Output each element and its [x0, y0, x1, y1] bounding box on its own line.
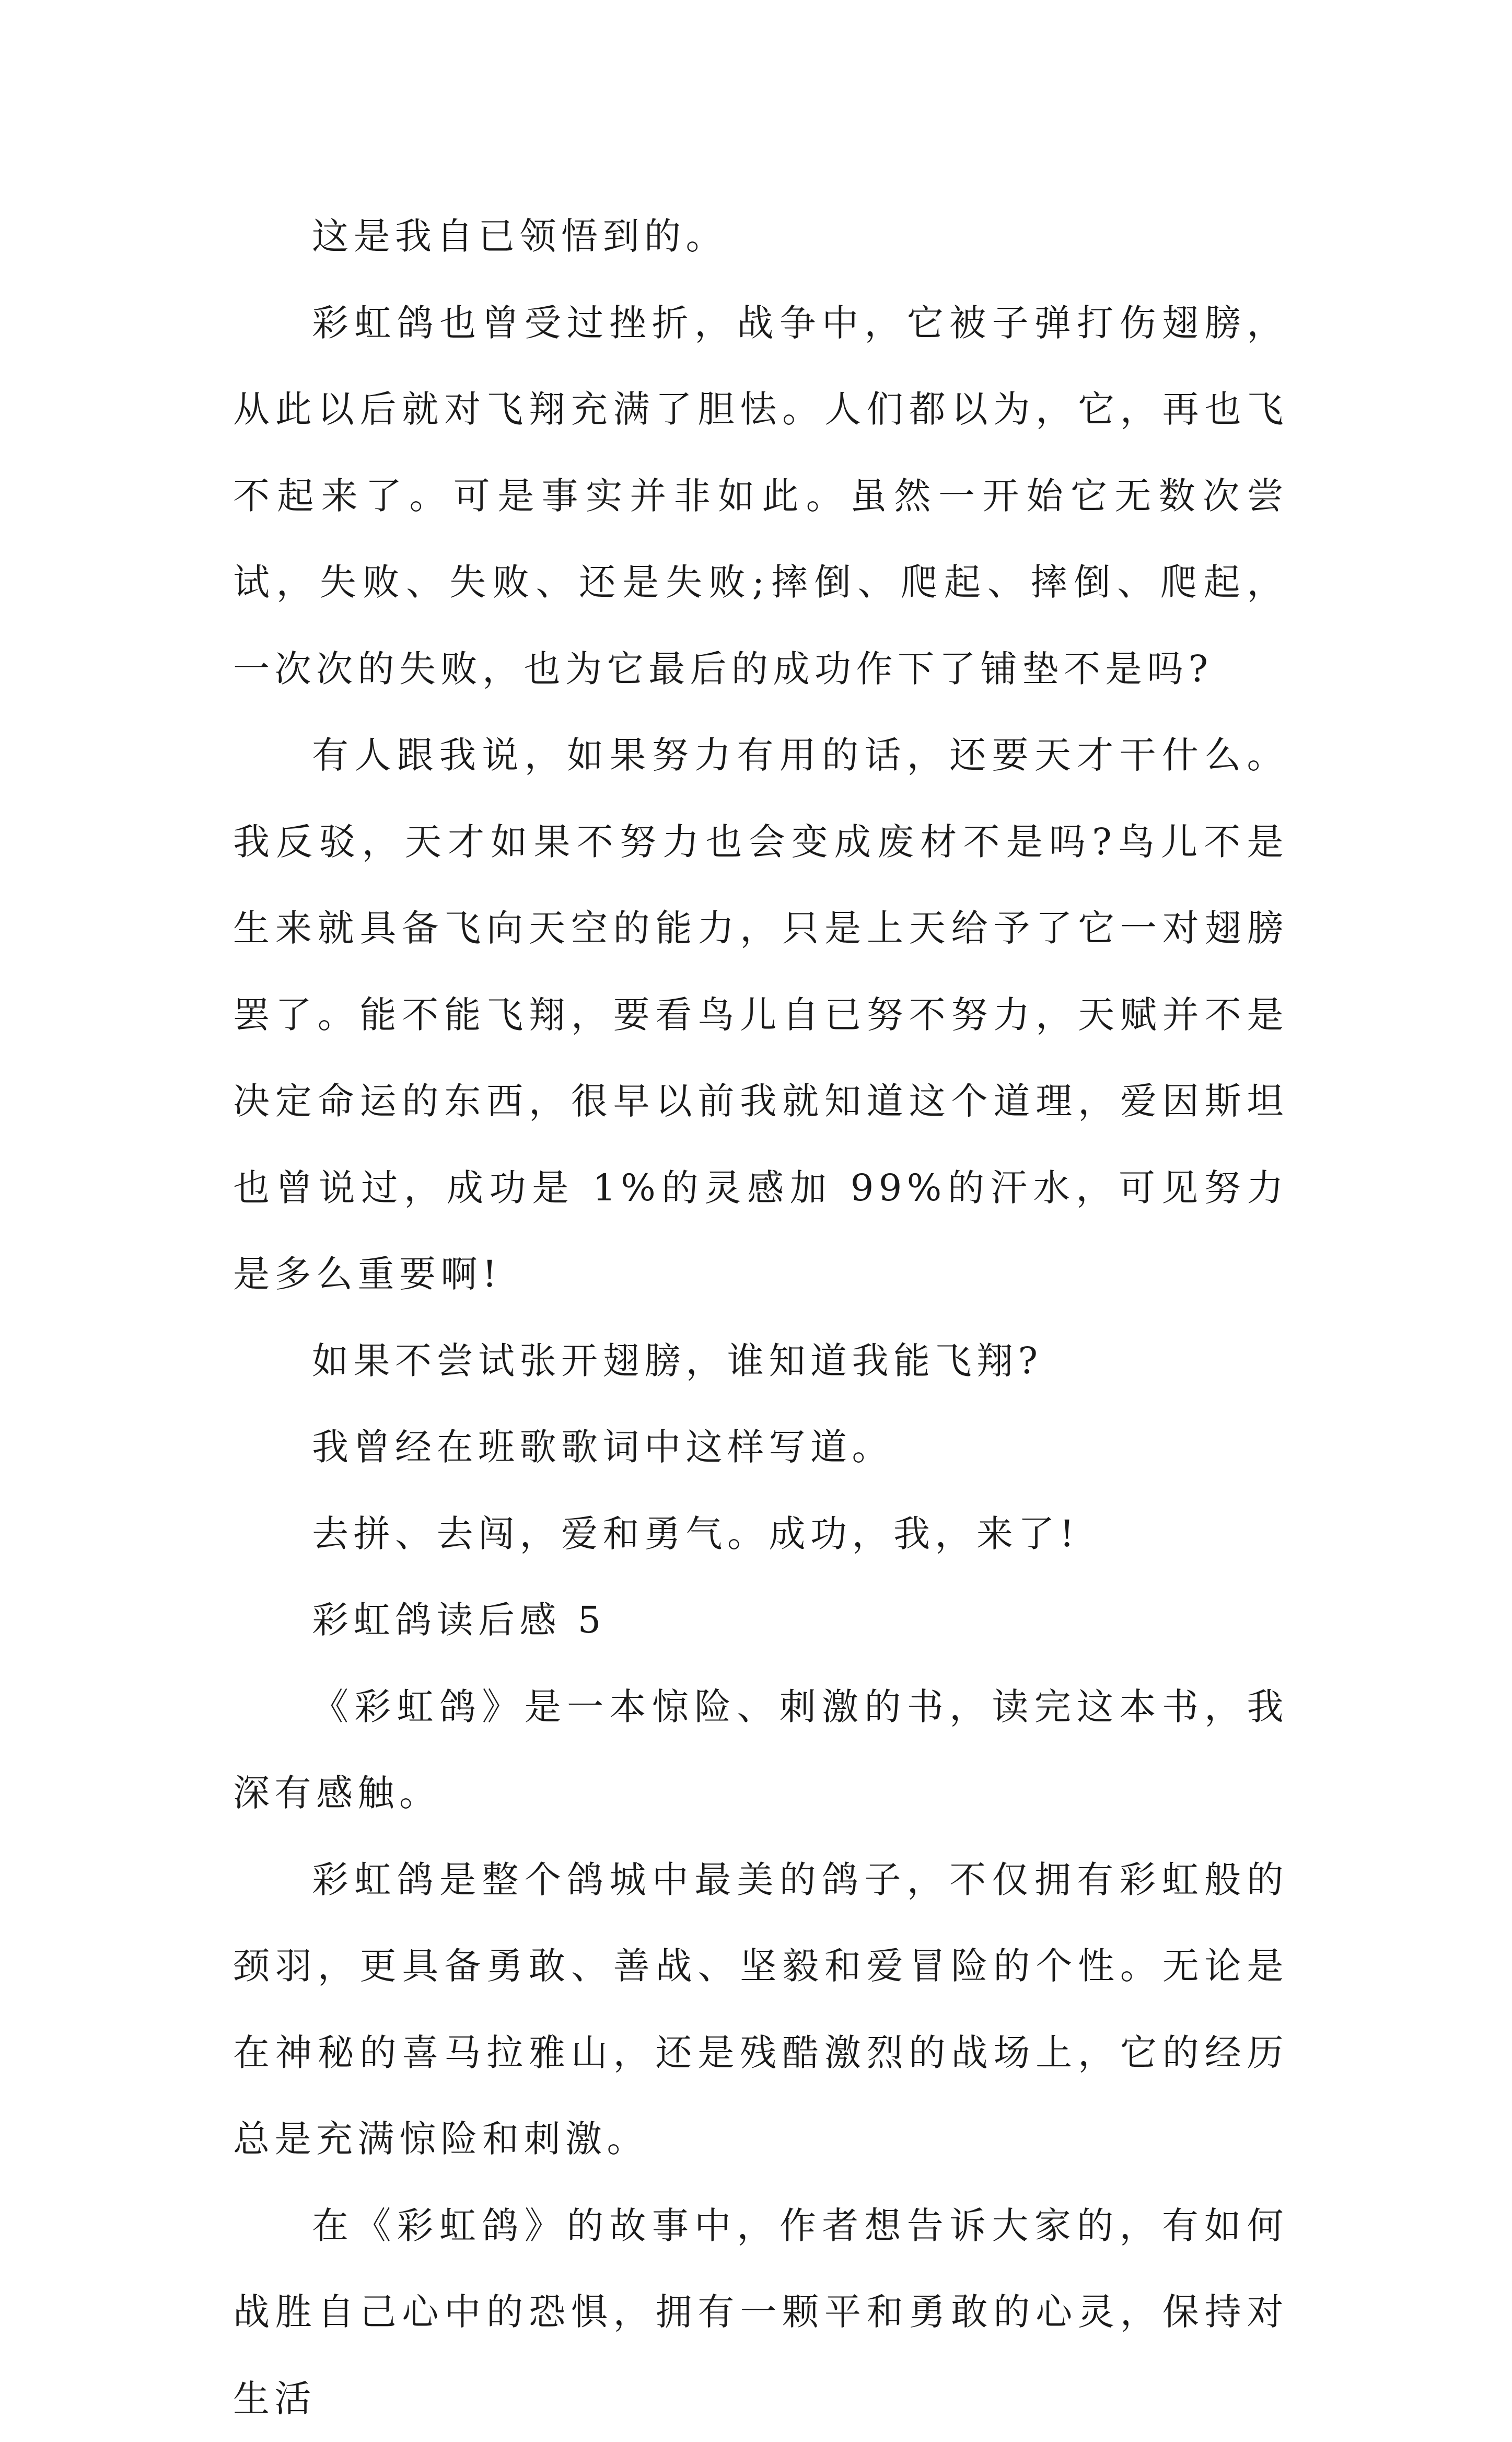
- paragraph: 如果不尝试张开翅膀，谁知道我能飞翔?: [233, 1318, 1288, 1405]
- paragraph: 在《彩虹鸽》的故事中，作者想告诉大家的，有如何战胜自己心中的恐惧，拥有一颗平和勇敢的心灵，保持对生活: [233, 2183, 1288, 2442]
- paragraph: 彩虹鸽也曾受过挫折，战争中，它被子弹打伤翅膀，从此以后就对飞翔充满了胆怯。人们都以为，它，再也飞不起来了。可是事实并非如此。虽然一开始它无数次尝试，失败、失败、还是失败;摔倒、爬起、摔倒、爬起，一次次的失败，也为它最后的成功作下了铺垫不是吗?: [233, 280, 1288, 713]
- section-heading: 彩虹鸽读后感 5: [233, 1577, 1288, 1664]
- paragraph: 这是我自已领悟到的。: [233, 193, 1288, 280]
- paragraph: 《彩虹鸽》是一本惊险、刺激的书，读完这本书，我深有感触。: [233, 1664, 1288, 1837]
- paragraph: 有人跟我说，如果努力有用的话，还要天才干什么。我反驳，天才如果不努力也会变成废材不是吗?鸟儿不是生来就具备飞向天空的能力，只是上天给予了它一对翅膀罢了。能不能飞翔，要看鸟儿自已努不努力，天赋并不是决定命运的东西，很早以前我就知道这个道理，爱因斯坦也曾说过，成功是 1%的灵感加 99%的汗水，可见努力是多么重要啊!: [233, 712, 1288, 1318]
- paragraph: 彩虹鸽是整个鸽城中最美的鸽子，不仅拥有彩虹般的颈羽，更具备勇敢、善战、坚毅和爱冒险的个性。无论是在神秘的喜马拉雅山，还是残酷激烈的战场上，它的经历总是充满惊险和刺激。: [233, 1837, 1288, 2183]
- document-body: [233, 193, 1288, 2442]
- paragraph: 我曾经在班歌歌词中这样写道。: [233, 1404, 1288, 1491]
- paragraph: 去拼、去闯，爱和勇气。成功，我，来了!: [233, 1491, 1288, 1578]
